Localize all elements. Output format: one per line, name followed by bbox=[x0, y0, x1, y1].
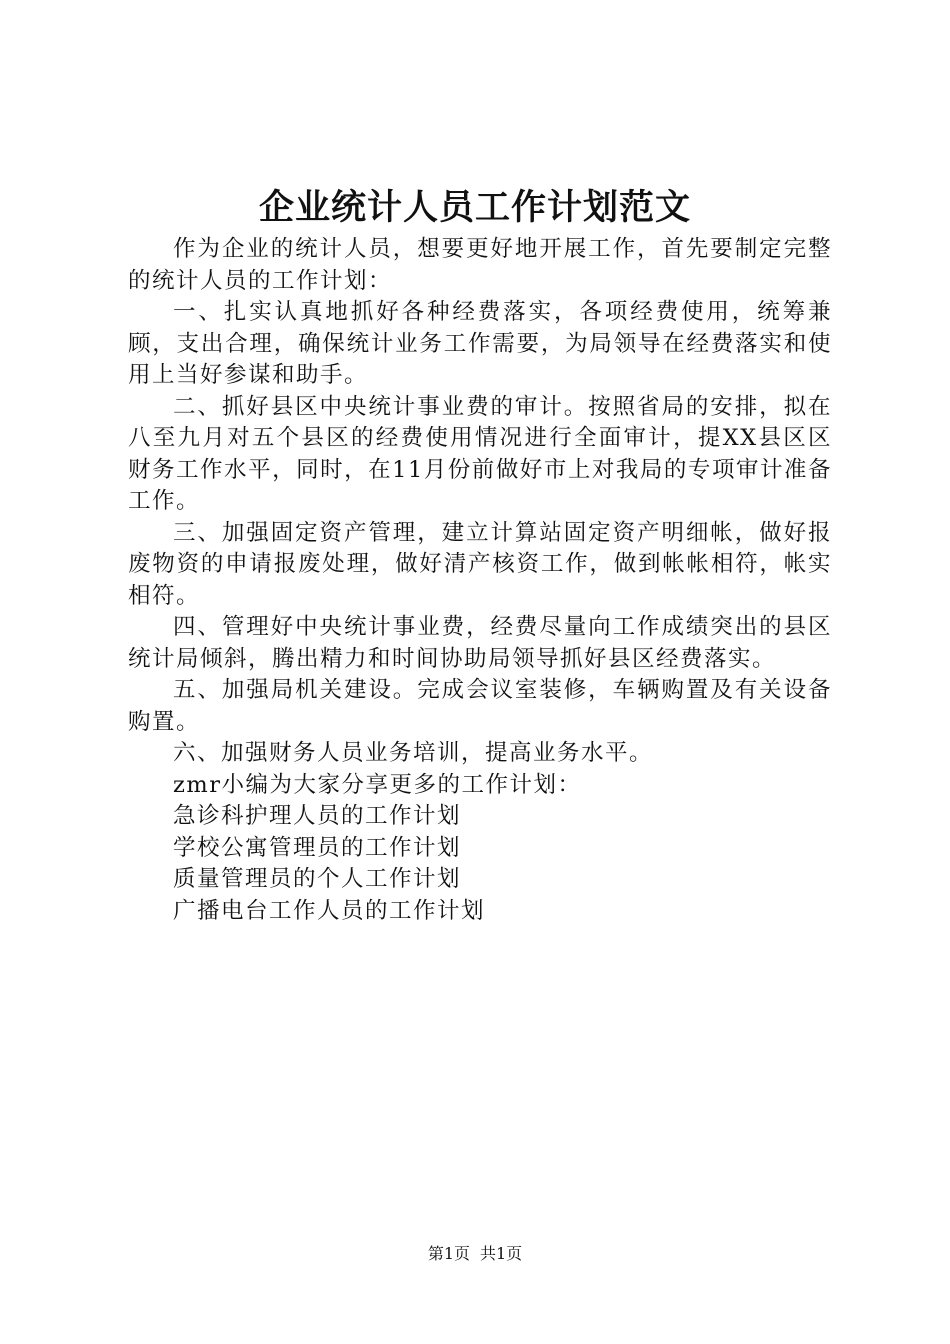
paragraph-item-4: 四、管理好中央统计事业费，经费尽量向工作成绩突出的县区统计局倾斜，腾出精力和时间协助局领导抓好县区经费落实。 bbox=[128, 614, 832, 672]
paragraph-item-2: 二、抓好县区中央统计事业费的审计。按照省局的安排，拟在八至九月对五个县区的经费使用情况进行全面审计，提XX县区区财务工作水平，同时，在11月份前做好市上对我局的专项审计准备工作。 bbox=[128, 393, 832, 514]
related-link[interactable]: 质量管理员的个人工作计划 bbox=[173, 866, 462, 892]
paragraph-item-1: 一、扎实认真地抓好各种经费落实，各项经费使用，统筹兼顾，支出合理，确保统计业务工作需要，为局领导在经费落实和使用上当好参谋和助手。 bbox=[128, 299, 832, 388]
paragraph-item-5: 五、加强局机关建设。完成会议室装修，车辆购置及有关设备购置。 bbox=[128, 677, 832, 735]
document-body bbox=[128, 234, 832, 927]
share-line: zmr小编为大家分享更多的工作计划： bbox=[173, 771, 582, 798]
paragraph-item-6: 六、加强财务人员业务培训，提高业务水平。 bbox=[173, 740, 654, 766]
paragraph-intro: 作为企业的统计人员，想要更好地开展工作，首先要制定完整的统计人员的工作计划： bbox=[128, 236, 832, 294]
related-link[interactable]: 急诊科护理人员的工作计划 bbox=[173, 803, 462, 829]
page-footer bbox=[0, 1243, 950, 1265]
document-title: 企业统计人员工作计划范文 bbox=[258, 187, 691, 228]
related-link[interactable]: 广播电台工作人员的工作计划 bbox=[173, 897, 486, 924]
related-link[interactable]: 学校公寓管理员的工作计划 bbox=[173, 834, 462, 861]
paragraph-item-3: 三、加强固定资产管理，建立计算站固定资产明细帐，做好报废物资的申请报废处理，做好清产核资工作，做到帐帐相符，帐实相符。 bbox=[128, 519, 832, 609]
page-number: 第1页 bbox=[427, 1244, 470, 1263]
page-total: 共1页 bbox=[480, 1244, 523, 1263]
